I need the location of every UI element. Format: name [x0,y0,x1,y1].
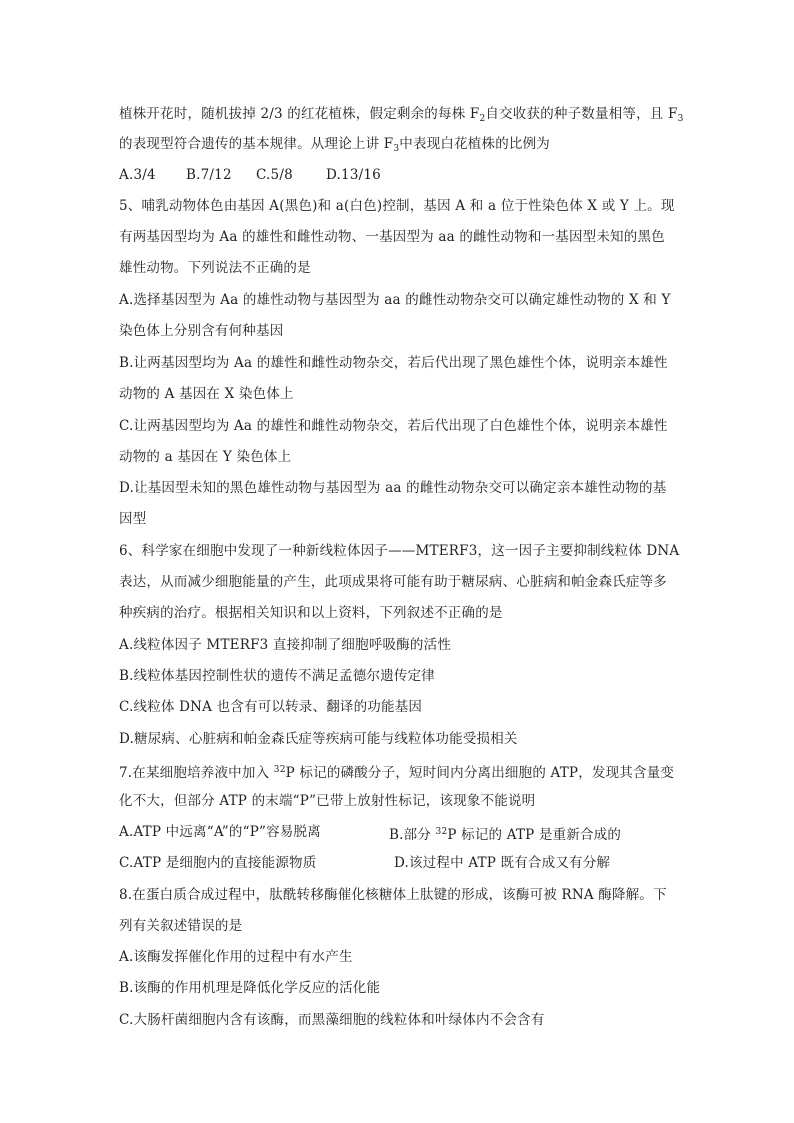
q6-option-b: B.线粒体基因控制性状的遗传不满足孟德尔遗传定律 [119,668,436,684]
q8-stem-line-2: 列有关叙述错误的是 [119,918,243,934]
q6-stem-line-3: 种疾病的治疗。根据相关知识和以上资料，下列叙述不正确的是 [119,605,503,621]
q7-options-row-1 [119,822,679,845]
q4-option-c: C.5/8 [256,167,293,183]
q7-options-row-2 [119,853,679,873]
q4-stem-line-1: 植株开花时，随机拔掉 2/3 的红花植株，假定剩余的每株 $F_2$自交收获的种子数量相等，且 $F_3$ [119,106,684,124]
q4-option-d: D.13/16 [326,167,381,183]
q4-option-a: A.3/4 [119,167,156,183]
q7-stem-line-2: 化不大，但部分 ATP 的末端“P”已带上放射性标记，该现象不能说明 [119,793,536,809]
q5-stem-line-1: 5、哺乳动物体色由基因 A(黑色)和 a(白色)控制，基因 A 和 a 位于性染色体 X 或 Y 上。现 [119,198,675,214]
q5-option-a-line-1: A.选择基因型为 Aa 的雄性动物与基因型为 aa 的雌性动物杂交可以确定雄性动物的 X 和 Y [119,292,671,308]
q6-option-d: D.糖尿病、心脏病和帕金森氏症等疾病可能与线粒体功能受损相关 [119,731,518,747]
q7-option-b: B.部分 $^{32}$P 标记的 ATP 是重新合成的 [389,827,622,843]
q5-option-d-line-2: 因型 [119,511,147,527]
q8-option-a: A.该酶发挥催化作用的过程中有水产生 [119,949,353,965]
q5-stem-line-3: 雄性动物。下列说法不正确的是 [119,260,311,276]
q6-stem-line-2: 表达，从而减少细胞能量的产生，此项成果将可能有助于糖尿病、心脏病和帕金森氏症等多 [119,574,667,590]
q6-option-a: A.线粒体因子 MTERF3 直接抑制了细胞呼吸酶的活性 [119,637,452,653]
q5-option-c-line-1: C.让两基因型均为 Aa 的雄性和雌性动物杂交，若后代出现了白色雄性个体，说明亲本雄性 [119,418,668,434]
q8-option-b: B.该酶的作用机理是降低化学反应的活化能 [119,980,381,996]
q5-option-c-line-2: 动物的 a 基因在 Y 染色体上 [119,449,292,465]
q7-stem-line-1: 7.在某细胞培养液中加入 $^{32}$P 标记的磷酸分子，短时间内分离出细胞的 ATP，发现其含量变 [119,765,675,781]
q5-option-b-line-1: B.让两基因型均为 Aa 的雄性和雌性动物杂交，若后代出现了黑色雄性个体，说明亲本雄性 [119,355,668,371]
q8-stem-line-1: 8.在蛋白质合成过程中，肽酰转移酶催化核糖体上肽键的形成，该酶可被 RNA 酶降解。下 [119,887,667,903]
q6-option-c: C.线粒体 DNA 也含有可以转录、翻译的功能基因 [119,699,423,715]
q7-option-a: A.ATP 中远离“A”的“P”容易脱离 [119,824,321,840]
q5-option-b-line-2: 动物的 A 基因在 X 染色体上 [119,386,294,402]
q6-stem-line-1: 6、科学家在细胞中发现了一种新线粒体因子——MTERF3，这一因子主要抑制线粒体 DNA [119,543,680,559]
q7-option-c: C.ATP 是细胞内的直接能源物质 [119,855,317,871]
q5-stem-line-2: 有两基因型均为 Aa 的雄性和雌性动物、一基因型为 aa 的雌性动物和一基因型未知的黑色 [119,229,665,245]
q5-option-d-line-1: D.让基因型未知的黑色雄性动物与基因型为 aa 的雌性动物杂交可以确定亲本雄性动物的基 [119,480,667,496]
q4-options [119,165,679,185]
q4-option-b: B.7/12 [186,167,232,183]
q8-option-c: C.大肠杆菌细胞内含有该酶，而黑藻细胞的线粒体和叶绿体内不会含有 [119,1012,545,1028]
q7-option-d: D.该过程中 ATP 既有合成又有分解 [394,855,611,871]
q5-option-a-line-2: 染色体上分别含有何种基因 [119,323,284,339]
q4-stem-line-2: 的表现型符合遗传的基本规律。从理论上讲 $F_3$中表现白花植株的比例为 [119,136,550,154]
